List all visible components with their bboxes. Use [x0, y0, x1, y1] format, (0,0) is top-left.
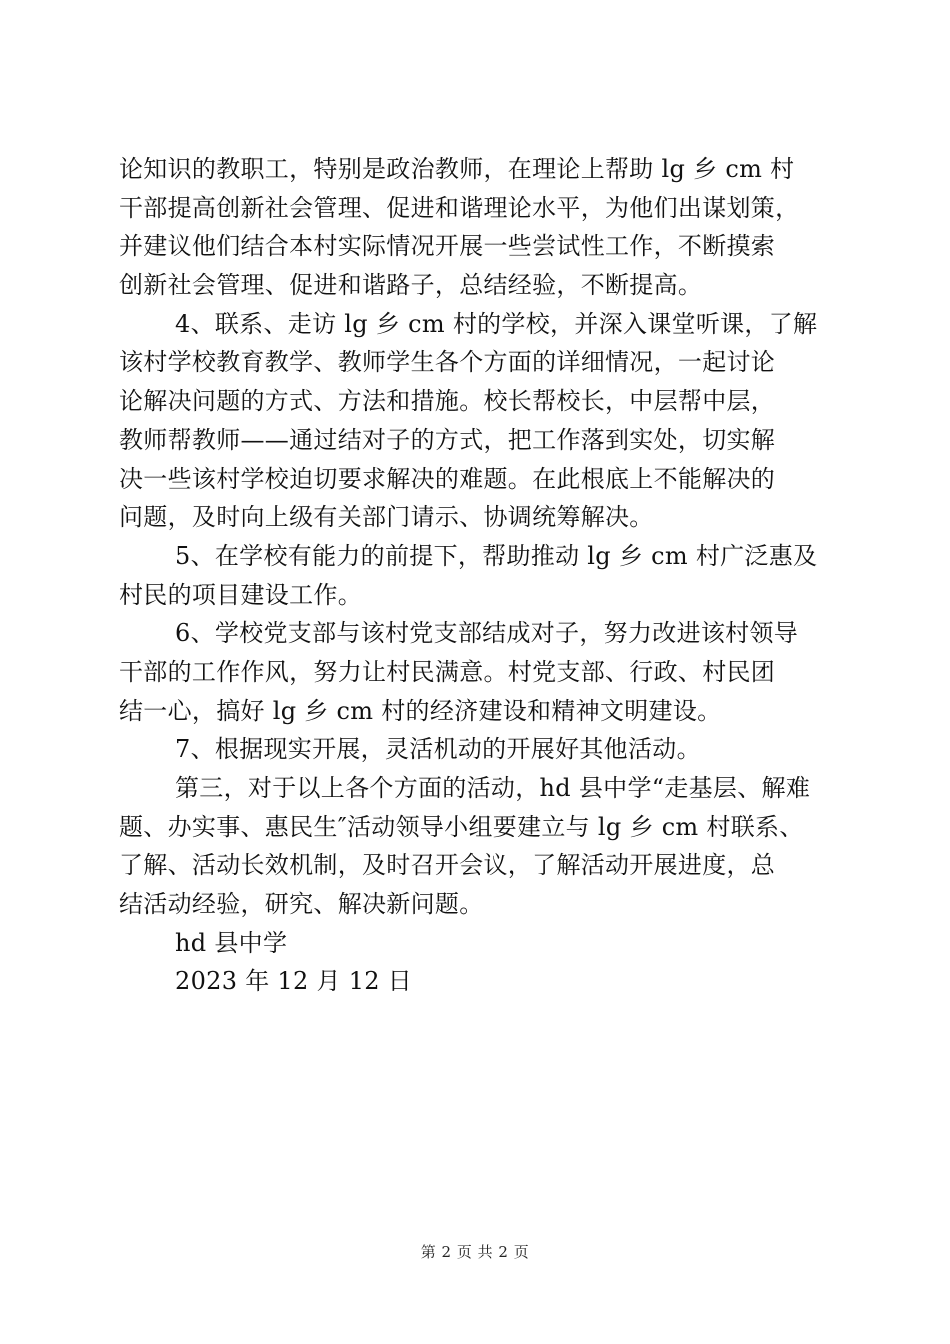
text-line: 教师帮教师——通过结对子的方式，把工作落到实处，切实解 [119, 425, 776, 454]
text-line: 结一心，搞好 lg 乡 cm 村的经济建设和精神文明建设。 [119, 696, 722, 725]
text-line: 第三，对于以上各个方面的活动，hd 县中学“走基层、解难 [175, 774, 811, 802]
text-line: 题、办实事、惠民生″活动领导小组要建立与 lg 乡 cm 村联系、 [119, 812, 804, 841]
text-line: 问题，及时向上级有关部门请示、协调统筹解决。 [119, 503, 654, 532]
document-body [119, 150, 839, 1001]
text-line: 干部的工作作风，努力让村民满意。村党支部、行政、村民团 [119, 657, 776, 686]
page-footer: 第 2 页 共 2 页 [420, 1243, 530, 1261]
text-line: 6、学校党支部与该村党支部结成对子，努力改进该村领导 [175, 619, 799, 648]
text-line: 论知识的教职工，特别是政治教师，在理论上帮助 lg 乡 cm 村 [119, 155, 795, 183]
text-line: 决一些该村学校迫切要求解决的难题。在此根底上不能解决的 [119, 464, 776, 493]
text-line: 并建议他们结合本村实际情况开展一些尝试性工作，不断摸索 [119, 232, 776, 261]
text-line: 4、联系、走访 lg 乡 cm 村的学校，并深入课堂听课，了解 [175, 309, 818, 338]
text-line: 了解、活动长效机制，及时召开会议，了解活动开展进度，总 [119, 851, 776, 880]
text-line: 该村学校教育教学、教师学生各个方面的详细情况，一起讨论 [119, 348, 776, 377]
text-line: 2023 年 12 月 12 日 [175, 967, 413, 996]
text-line: 论解决问题的方式、方法和措施。校长帮校长，中层帮中层， [119, 387, 776, 416]
text-line: 干部提高创新社会管理、促进和谐理论水平，为他们出谋划策， [119, 193, 800, 222]
text-line: 村民的项目建设工作。 [119, 580, 362, 609]
text-line: 7、根据现实开展，灵活机动的开展好其他活动。 [175, 735, 701, 764]
text-line: 创新社会管理、促进和谐路子，总结经验，不断提高。 [119, 271, 703, 300]
text-line: 结活动经验，研究、解决新问题。 [119, 890, 484, 919]
text-line: hd 县中学 [175, 928, 288, 957]
text-line: 5、在学校有能力的前提下，帮助推动 lg 乡 cm 村广泛惠及 [175, 541, 818, 570]
